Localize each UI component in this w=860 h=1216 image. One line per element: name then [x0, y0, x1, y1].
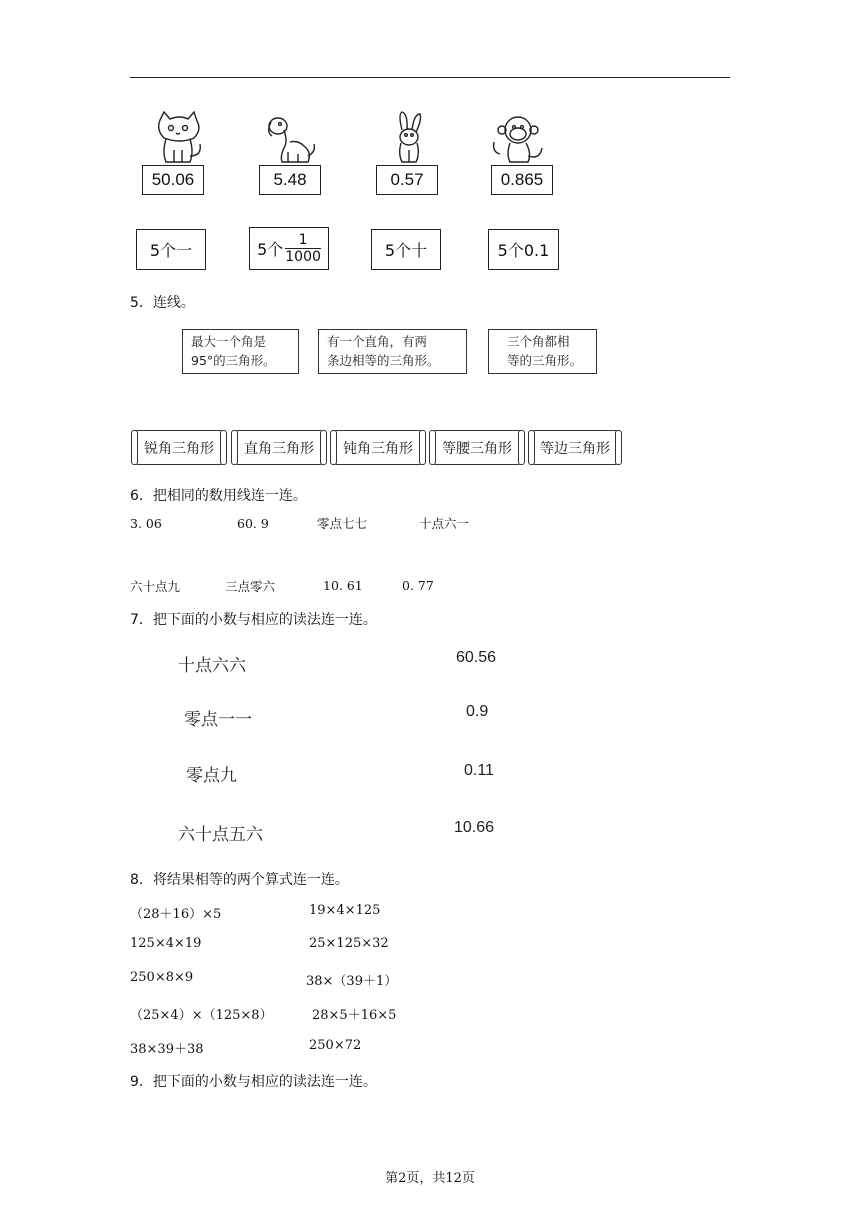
- fraction-numerator: 1: [298, 232, 308, 248]
- question-9-title: 9．把下面的小数与相应的读法连一连。: [130, 1074, 377, 1090]
- q8-right-expression: 38×（39＋1）: [306, 974, 398, 989]
- number-box-cat: 50.06: [142, 165, 204, 195]
- q7-number: 0.11: [464, 762, 494, 779]
- option-text: 5个一: [149, 241, 193, 260]
- triangle-type-isosceles: 等腰三角形: [432, 430, 522, 465]
- question-6-title: 6．把相同的数用线连一连。: [130, 488, 307, 504]
- question-7-title: 7．把下面的小数与相应的读法连一连。: [130, 612, 377, 628]
- fraction: [285, 232, 321, 265]
- q6-bottom-item: 0. 77: [402, 578, 434, 593]
- option-text: 5个: [257, 240, 284, 259]
- q6-top-item: 60. 9: [237, 516, 269, 531]
- option-text: 5个0.1: [497, 241, 550, 260]
- q8-left-expression: （28＋16）×5: [130, 907, 222, 922]
- number-box-monkey: 0.865: [491, 165, 553, 195]
- description-box-2: [318, 329, 467, 374]
- option-five-thousandths: [249, 227, 329, 270]
- question-5-title: 5．连线。: [130, 295, 195, 311]
- triangle-type-obtuse: 钝角三角形: [333, 430, 423, 465]
- number-box-rabbit: 0.57: [376, 165, 438, 195]
- q8-right-expression: 250×72: [309, 1038, 362, 1053]
- q6-top-item: 十点六一: [419, 516, 470, 531]
- description-line: 有一个直角，有两: [327, 334, 428, 349]
- description-line: 等的三角形。: [507, 353, 583, 368]
- option-text: 5个十: [384, 241, 428, 260]
- q8-left-expression: （25×4）×（125×8）: [130, 1008, 273, 1023]
- q7-number: 60.56: [456, 649, 497, 666]
- triangle-type-right: 直角三角形: [234, 430, 324, 465]
- description-box-1: [182, 329, 299, 374]
- q7-reading: 六十点五六: [178, 825, 263, 845]
- description-box-3: [488, 329, 597, 374]
- q6-bottom-item: 10. 61: [323, 578, 363, 593]
- question-8-title: 8．将结果相等的两个算式连一连。: [130, 872, 349, 888]
- q7-number: 0.9: [466, 703, 489, 720]
- triangle-type-equilateral: 等边三角形: [531, 430, 619, 465]
- q8-left-expression: 38×39＋38: [130, 1042, 204, 1057]
- header-rule: [130, 77, 730, 78]
- q6-top-item: 零点七七: [317, 516, 368, 531]
- q6-bottom-item: 六十点九: [130, 579, 181, 594]
- fraction-denominator: 1000: [285, 249, 321, 265]
- q8-left-expression: 125×4×19: [130, 936, 202, 951]
- triangle-type-acute: 锐角三角形: [134, 430, 224, 465]
- monkey-icon: [488, 112, 548, 170]
- description-line: 95°的三角形。: [191, 353, 276, 368]
- cat-icon: [150, 110, 210, 168]
- description-line: 最大一个角是: [191, 334, 267, 349]
- q7-reading: 十点六六: [178, 656, 246, 676]
- q8-right-expression: 28×5＋16×5: [312, 1008, 397, 1023]
- page-footer: 第2页，共12页: [385, 1171, 475, 1186]
- q8-right-expression: 25×125×32: [309, 936, 389, 951]
- description-line: 条边相等的三角形。: [327, 353, 440, 368]
- number-box-dog: 5.48: [259, 165, 321, 195]
- option-five-tenths: [488, 229, 559, 270]
- q8-right-expression: 19×4×125: [309, 903, 381, 918]
- q8-left-expression: 250×8×9: [130, 970, 194, 985]
- rabbit-icon: [380, 110, 440, 168]
- option-five-tens: [371, 229, 441, 270]
- q7-reading: 零点一一: [184, 710, 252, 730]
- q6-top-item: 3. 06: [130, 516, 162, 531]
- option-five-ones: [136, 229, 206, 270]
- q7-reading: 零点九: [186, 766, 237, 786]
- q7-number: 10.66: [454, 819, 495, 836]
- dog-icon: [262, 112, 322, 170]
- q6-bottom-item: 三点零六: [225, 579, 276, 594]
- description-line: 三个角都相: [507, 334, 570, 349]
